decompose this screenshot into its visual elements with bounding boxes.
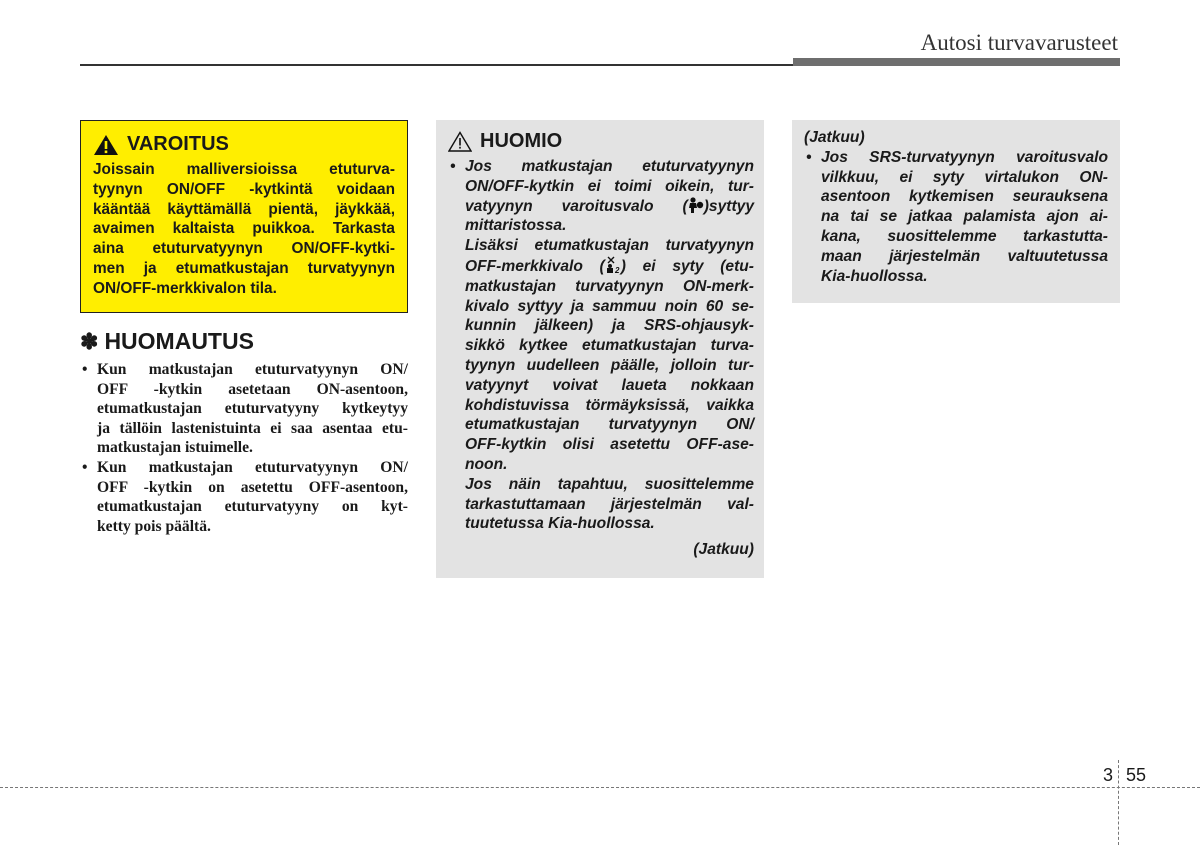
caution-line-text: OFF-merkkivalo ( [465,257,605,275]
caution-line: tarkastuttamaan järjestelmän val- [465,495,754,513]
warning-line: aina etuturvatyynyn ON/OFF-kytki- [93,240,395,258]
caution-list-item [448,157,754,236]
note-line: etumatkustajan etuturvatyyny on kyt- [97,498,408,516]
continuation-text [804,128,1108,286]
continued-label: (Jatkuu) [693,541,754,559]
continuation-line: maan järjestelmän valtuutetussa [821,247,1108,265]
continuation-line: vilkkuu, ei syty virtalukon ON- [821,168,1108,186]
continuation-line: Jos SRS-turvatyynyn varoitusvalo [821,148,1108,166]
airbag-warning-icon [688,197,704,214]
continuation-line: kana, suosittelemme tarkastutta- [821,227,1108,245]
caution-line: ON/OFF-kytkin ei toimi oikein, tur- [465,177,754,195]
section-number: 3 [1103,765,1114,785]
note-line: OFF -kytkin on asetettu OFF-asentoon, [97,478,408,496]
caution-line: sikkö kytkee etumatkustajan turva- [465,337,754,355]
note-heading [80,328,254,355]
warning-box [80,120,408,313]
note-list [80,360,408,536]
caution-line: etumatkustajan turvatyynyn ON/ [465,416,754,434]
continuation-box [792,120,1120,303]
continued-heading: (Jatkuu) [804,129,865,146]
caution-paragraph [448,475,754,534]
page-number: 55 [1126,765,1147,785]
passenger-airbag-off-icon [605,256,621,274]
warning-line: avaimen kaltaista puikkoa. Tarkasta [93,220,395,238]
caution-title: HUOMIO [480,130,563,152]
footer-divider [1118,760,1119,845]
caution-line-text: )syttyy [703,197,754,215]
warning-text [93,160,395,299]
continuation-line: asentoon kytkemisen seurauksena [821,188,1108,206]
running-header-title: Autosi turvavarusteet [920,30,1118,55]
caution-line: tuutetussa Kia-huollossa. [465,515,655,533]
caution-line: Jos näin tapahtuu, suosittelemme [465,475,754,493]
header-rule-accent [793,58,1120,66]
warning-line: Joissain malliversioissa etuturva- [93,161,395,178]
caution-line: vatyynyt voivat laueta nokkaan [465,376,754,394]
caution-line: matkustajan turvatyynyn ON-merk- [465,277,754,295]
bullet: • [806,148,812,166]
svg-text:2: 2 [614,265,620,274]
note-star-icon: ✽ [80,328,99,354]
caution-line: kivalo syttyy ja sammuu noin 60 se- [465,297,754,315]
caution-triangle-icon [448,131,472,152]
caution-header [448,130,754,153]
caution-line [465,256,754,277]
warning-triangle-icon [93,134,119,156]
note-line: OFF -kytkin asetetaan ON-asentoon, [97,380,408,398]
caution-line-text: vatyynyn varoitusvalo ( [465,197,688,215]
note-line: etumatkustajan etuturvatyyny kytkeytyy [97,400,408,418]
note-title: HUOMAUTUS [104,328,254,354]
note-line: matkustajan istuimelle. [97,439,253,457]
bullet: • [450,158,456,175]
header-rule [80,64,793,66]
caution-line: tyynyn uudelleen päälle, jolloin tur- [465,356,754,374]
caution-line: noon. [465,455,508,473]
bullet: • [82,458,88,476]
caution-line: kunnin jälkeen) ja SRS-ohjausyk- [465,317,754,335]
caution-paragraph [448,236,754,475]
warning-line: tyynyn ON/OFF -kytkintä voidaan [93,180,395,198]
note-line: Kun matkustajan etuturvatyynyn ON/ [97,361,408,378]
caution-line: kohdistuvissa törmäyksissä, vaikka [465,396,754,414]
warning-line: men ja etumatkustajan turvatyynyn [93,259,395,277]
note-list-item [80,458,408,536]
continuation-line: na tai se jatkaa palamista ajon ai- [821,208,1108,226]
note-line: ketty pois päältä. [97,517,211,535]
bullet: • [82,361,88,378]
continuation-list-item [804,148,1108,287]
warning-line: kääntää käyttämällä pientä, jäykkää, [93,200,395,218]
note-list-item [80,360,408,458]
footer-rule [0,787,1200,788]
caution-text [448,157,754,560]
warning-line: ON/OFF-merkkivalon tila. [93,279,277,297]
warning-header [93,133,395,156]
caution-box [436,120,764,578]
caution-line: mittaristossa. [465,217,567,235]
caution-line: OFF-kytkin olisi asetettu OFF-ase- [465,436,754,454]
caution-line: Jos matkustajan etuturvatyynyn [465,158,754,175]
note-line: ja tällöin lastenistuinta ei saa asentaa etu- [97,419,408,437]
caution-line-text: ) ei syty (etu- [620,257,754,275]
continuation-line: Kia-huollossa. [821,267,928,285]
warning-title: VAROITUS [127,133,229,155]
note-line: Kun matkustajan etuturvatyynyn ON/ [97,458,408,476]
caution-line: Lisäksi etumatkustajan turvatyynyn [465,237,754,255]
caution-line [465,197,754,217]
